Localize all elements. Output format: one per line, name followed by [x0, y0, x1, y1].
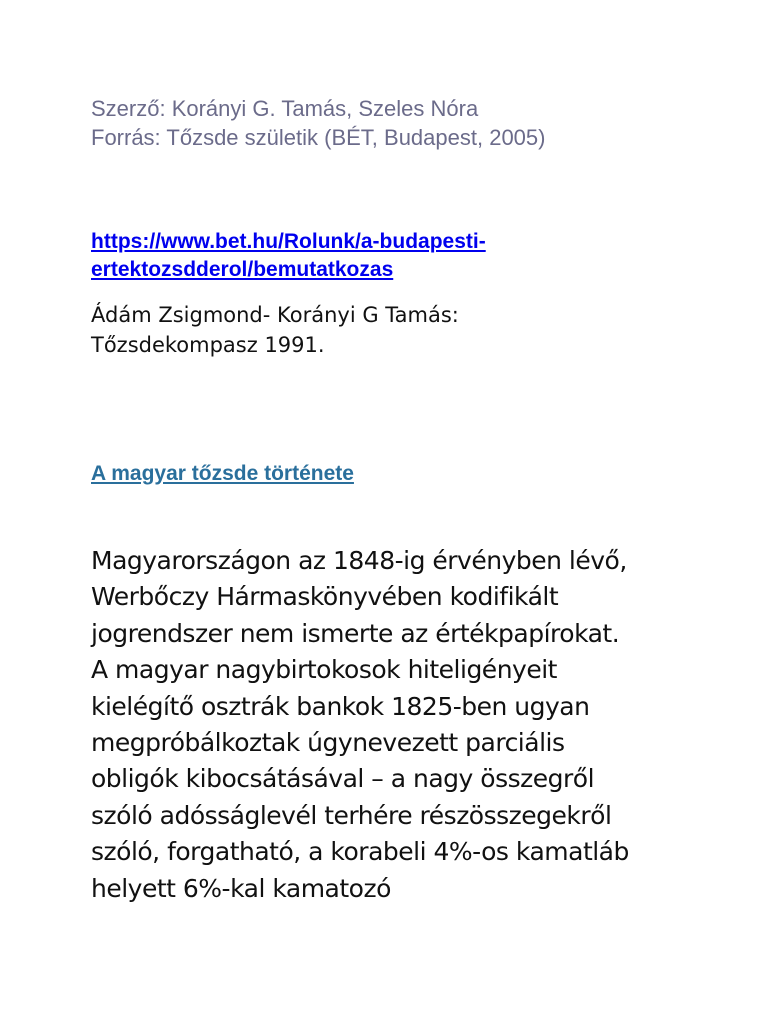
author-line: Szerző: Korányi G. Tamás, Szeles Nóra	[91, 96, 479, 121]
body-line: helyett 6%-kal kamatozó	[91, 873, 391, 903]
body-line: Magyarországon az 1848-ig érvényben lévő,	[91, 546, 627, 575]
body-line: szóló, forgatható, a korabeli 4%-os kamatláb	[91, 837, 629, 867]
body-line: jogrendszer nem ismerte az értékpapírokat.	[91, 618, 620, 648]
body-line: megpróbálkoztak úgynevezett parciális	[91, 728, 565, 758]
book-reference	[91, 300, 738, 360]
document-meta	[91, 94, 738, 152]
body-line: kielégítő osztrák bankok 1825-ben ugyan	[91, 691, 590, 721]
body-line: A magyar nagybirtokosok hiteligényeit	[91, 655, 557, 685]
source-line: Forrás: Tőzsde születik (BÉT, Budapest, 2005)	[91, 125, 546, 150]
source-link[interactable]	[91, 228, 738, 284]
book-reference-line-1: Ádám Zsigmond- Korányi G Tamás:	[91, 303, 459, 327]
source-link-line-1[interactable]: https://www.bet.hu/Rolunk/a-budapesti-	[91, 230, 486, 253]
body-line: obligók kibocsátásával – a nagy összegről	[91, 764, 595, 794]
section-heading[interactable]: A magyar tőzsde története	[91, 462, 354, 485]
book-reference-line-2: Tőzsdekompasz 1991.	[91, 333, 325, 357]
body-paragraph	[91, 543, 738, 907]
body-line: szóló adósságlevél terhére részösszegekről	[91, 800, 612, 830]
source-link-line-2[interactable]: ertektozsdderol/bemutatkozas	[91, 258, 394, 281]
body-line: Werbőczy Hármaskönyvében kodifikált	[91, 582, 559, 612]
